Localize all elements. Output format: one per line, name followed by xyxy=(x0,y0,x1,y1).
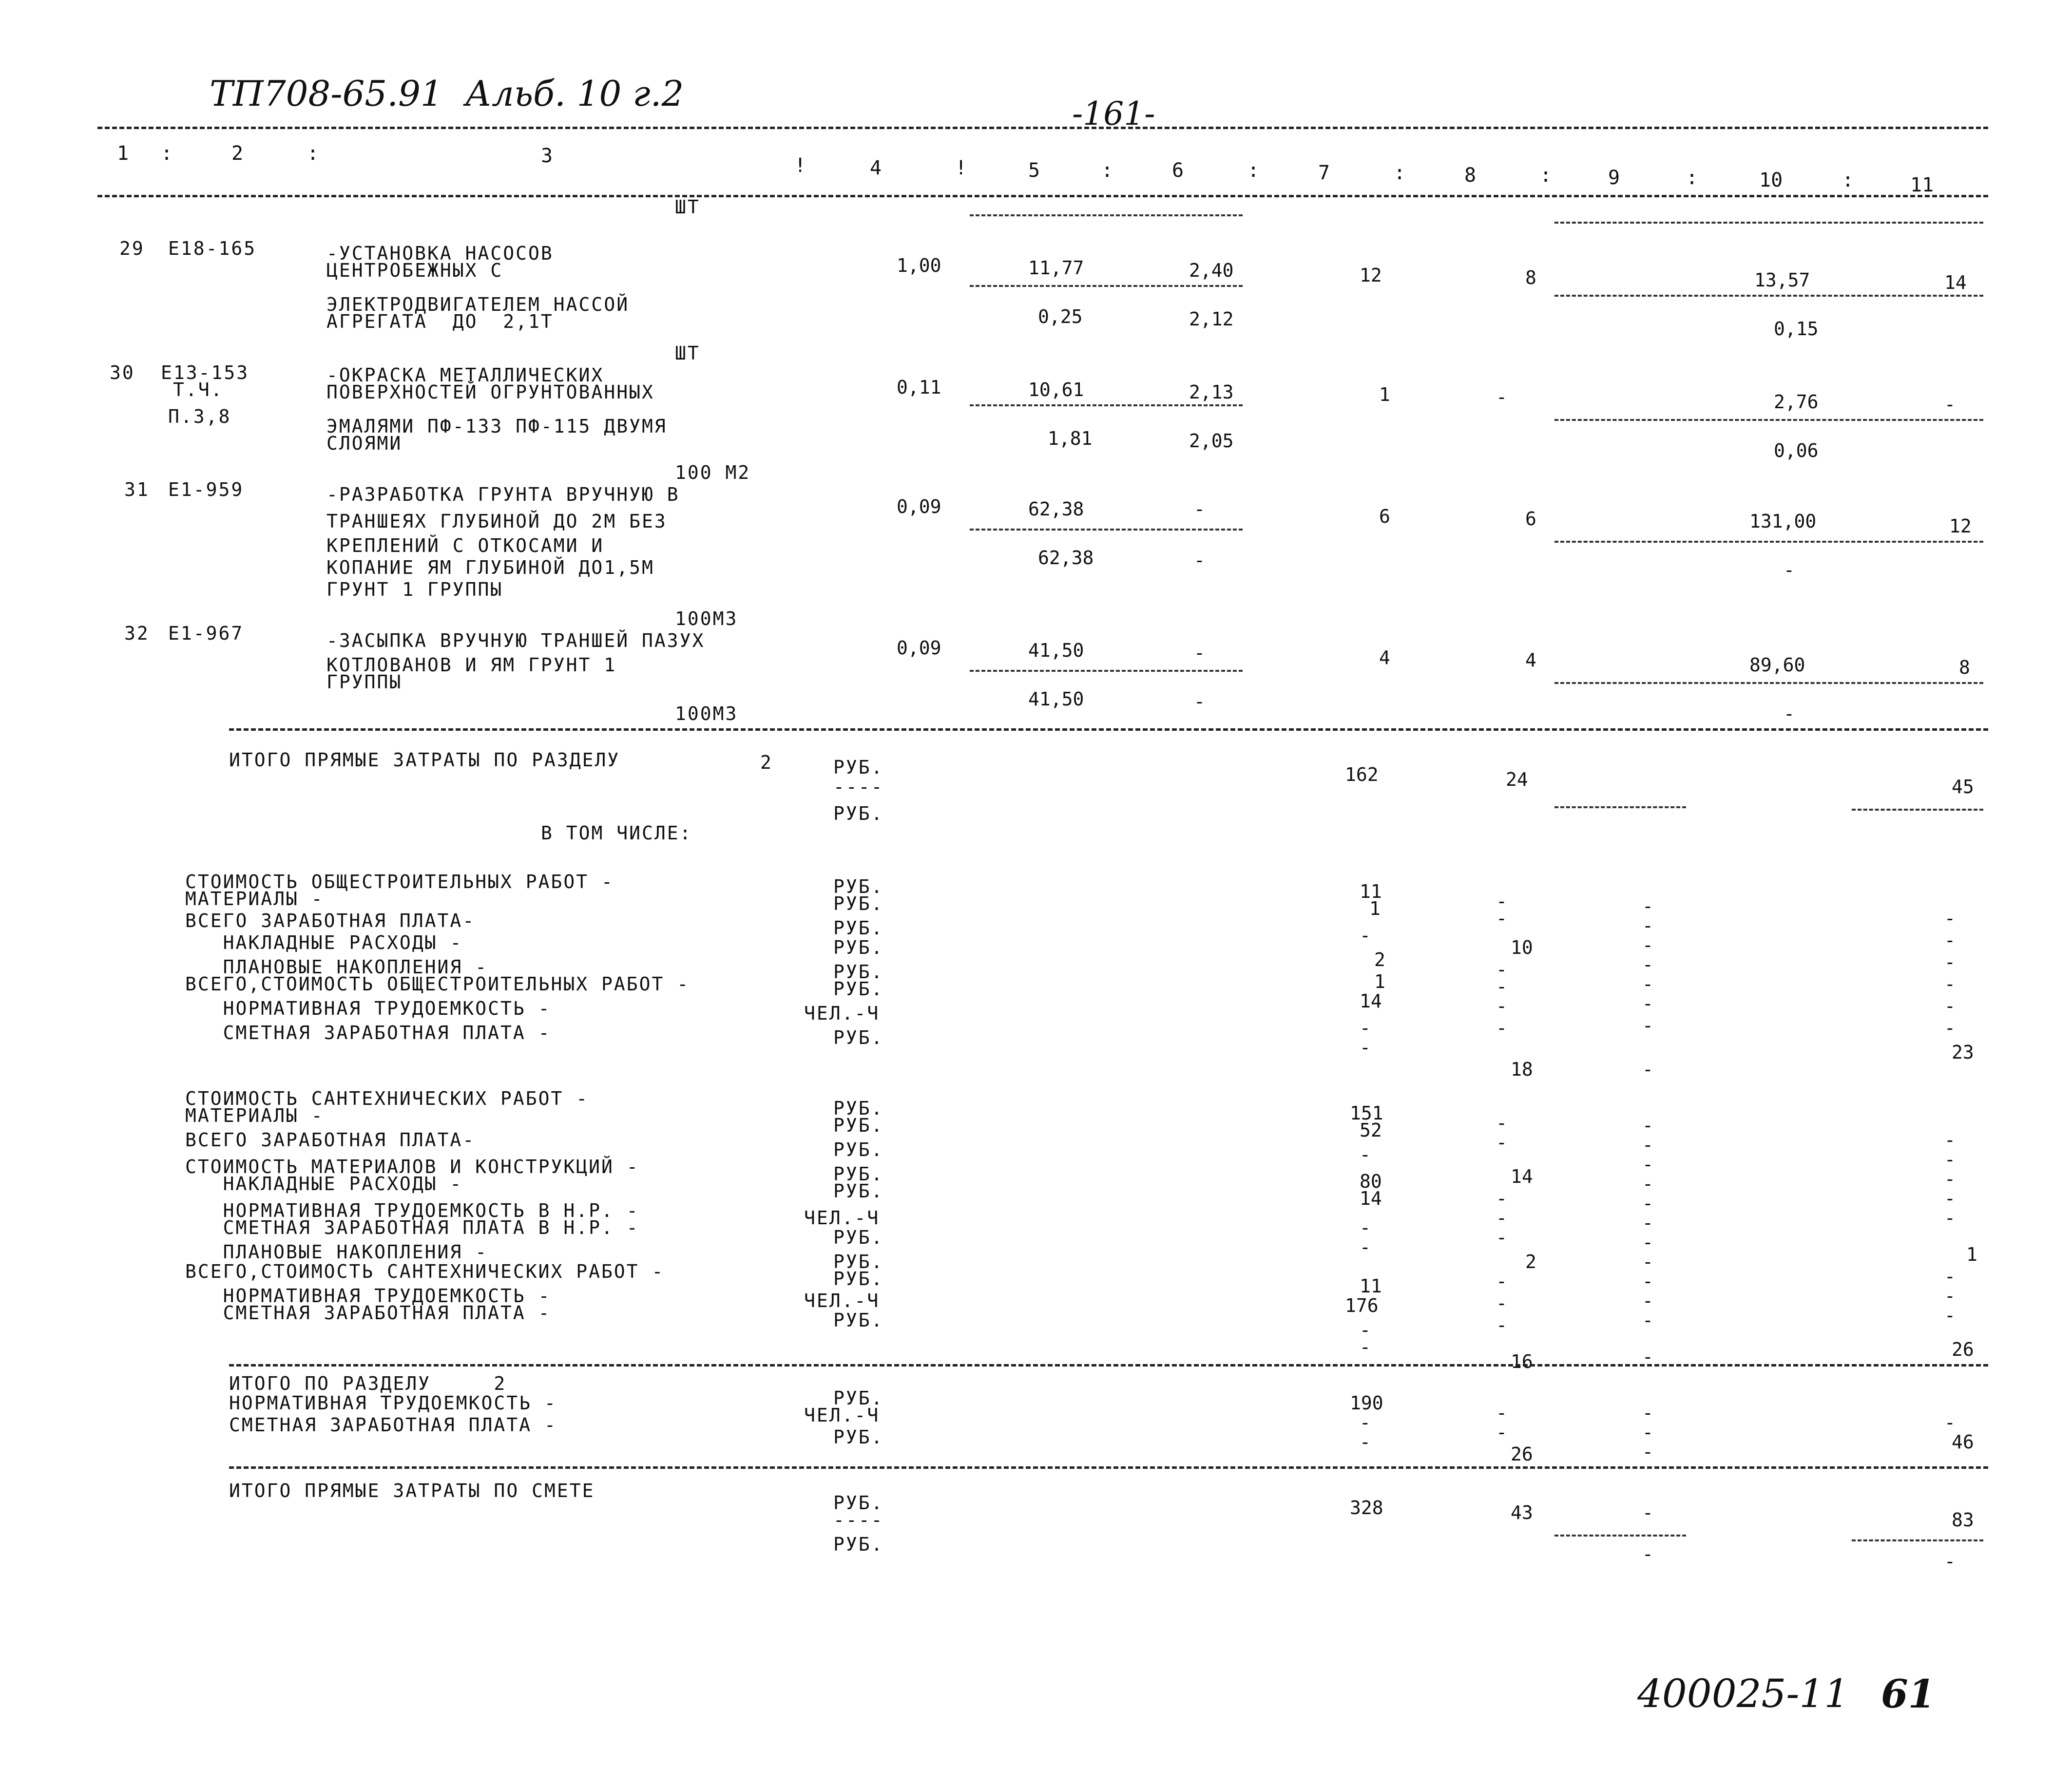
cell-col5: 10,61 xyxy=(1028,379,1084,400)
item-number: 30 xyxy=(110,362,135,383)
item-desc-line: ГРУНТ 1 ГРУППЫ xyxy=(326,579,503,600)
unit-label: ---- xyxy=(833,1509,884,1531)
cell-rule xyxy=(1852,1539,1983,1541)
cell-col9: - xyxy=(1642,1134,1653,1156)
col-header-3: 3 xyxy=(541,145,553,167)
cell-col9: - xyxy=(1642,1232,1653,1253)
cell-col8: - xyxy=(1496,1314,1507,1336)
col-header-6: 6 xyxy=(1172,159,1184,182)
cell-col8: 16 xyxy=(1511,1351,1533,1372)
cell-col9: - xyxy=(1642,993,1653,1014)
cell-col5-sub: 62,38 xyxy=(1038,547,1094,569)
item-number: 29 xyxy=(119,238,145,259)
cell-col7: 12 xyxy=(1360,265,1382,286)
item-desc-line: ГРУППЫ xyxy=(326,671,403,693)
unit-label: ЧЕЛ.-Ч xyxy=(804,1290,880,1311)
cell-rule xyxy=(1554,541,1983,543)
cell-col10-sub: - xyxy=(1784,703,1795,724)
unit-label: РУБ. xyxy=(833,1180,884,1202)
cell-col9: - xyxy=(1642,1115,1653,1136)
cost-label: ИТОГО ПО РАЗДЕЛУ 2 xyxy=(229,1373,507,1394)
cell-col9: - xyxy=(1642,1543,1653,1565)
cell-col9: - xyxy=(1642,1271,1653,1292)
item-desc-line: ЭМАЛЯМИ ПФ-133 ПФ-115 ДВУМЯ xyxy=(326,416,667,437)
cost-label: МАТЕРИАЛЫ - xyxy=(185,1105,324,1126)
cell-col10-sub: 0,15 xyxy=(1774,318,1819,340)
cell-col8: - xyxy=(1496,891,1507,912)
cost-label: СТОИМОСТЬ САНТЕХНИЧЕСКИХ РАБОТ - xyxy=(185,1088,589,1109)
cell-col7: 151 xyxy=(1350,1102,1383,1124)
cell-col11: 1 xyxy=(1966,1244,1977,1265)
cell-col11: - xyxy=(1944,930,1956,951)
cell-col7: - xyxy=(1360,1336,1371,1358)
cell-col8: 4 xyxy=(1525,649,1536,671)
col-sep: : xyxy=(1101,159,1113,182)
cell-col9: - xyxy=(1642,1346,1653,1367)
cell-col8: 26 xyxy=(1511,1443,1533,1465)
col-header-4: 4 xyxy=(870,157,882,179)
cost-label: НОРМАТИВНАЯ ТРУДОЕМКОСТЬ - xyxy=(229,1392,557,1414)
cell-col11: - xyxy=(1944,908,1956,929)
cell-col8: - xyxy=(1496,1271,1507,1292)
cell-col9: - xyxy=(1642,934,1653,956)
cost-label: НОРМАТИВНАЯ ТРУДОЕМКОСТЬ - xyxy=(185,998,551,1019)
col-header-10: 10 xyxy=(1759,169,1783,191)
cell-col7: 328 xyxy=(1350,1497,1383,1518)
cell-col10-sub: 0,06 xyxy=(1774,440,1819,461)
cell-rule xyxy=(1554,1535,1686,1537)
cost-label: НОРМАТИВНАЯ ТРУДОЕМКОСТЬ - xyxy=(185,1285,551,1307)
cell-col9: - xyxy=(1642,1173,1653,1195)
col-sep: : xyxy=(1540,164,1552,187)
cell-col7: 1 xyxy=(1379,384,1390,405)
item-desc-line: КОПАНИЕ ЯМ ГЛУБИНОЙ ДО1,5М xyxy=(326,557,654,578)
col-header-2: 2 xyxy=(231,142,244,165)
cell-col11: - xyxy=(1944,394,1956,415)
cell-col6-sub: 2,05 xyxy=(1189,430,1234,452)
unit-label: РУБ. xyxy=(833,978,884,1000)
unit-label: ЧЕЛ.-Ч xyxy=(804,1404,880,1426)
cell-col11: 12 xyxy=(1949,515,1972,537)
cell-col9: - xyxy=(1642,1015,1653,1036)
col-header-7: 7 xyxy=(1318,162,1330,184)
cell-col5-sub: 0,25 xyxy=(1038,306,1083,327)
item-unit: ШТ xyxy=(675,196,700,218)
cell-col8: 2 xyxy=(1525,1251,1536,1272)
cell-col9: - xyxy=(1642,1059,1653,1080)
cell-col9: - xyxy=(1642,973,1653,995)
unit-label: РУБ. xyxy=(833,1027,884,1048)
item-code: Е1-967 xyxy=(168,623,244,644)
cell-col7: 1 xyxy=(1374,971,1385,992)
cell-col8: - xyxy=(1496,1112,1507,1134)
cell-col7: 52 xyxy=(1360,1120,1382,1141)
item-unit: 100М3 xyxy=(675,608,738,629)
cell-col10: 2,76 xyxy=(1774,391,1819,413)
item-code: Е1-959 xyxy=(168,479,244,500)
cost-label: НАКЛАДНЫЕ РАСХОДЫ - xyxy=(185,1173,463,1195)
cell-col7: - xyxy=(1360,925,1371,946)
cell-col7: - xyxy=(1360,1037,1371,1058)
cost-label: МАТЕРИАЛЫ - xyxy=(185,888,324,910)
cost-label: СМЕТНАЯ ЗАРАБОТНАЯ ПЛАТА В Н.Р. - xyxy=(185,1217,639,1238)
item-desc-line: КОТЛОВАНОВ И ЯМ ГРУНТ 1 xyxy=(326,654,617,676)
item-number: 32 xyxy=(124,623,150,644)
col-header-1: 1 xyxy=(117,142,129,165)
total-label: ИТОГО ПРЯМЫЕ ЗАТРАТЫ ПО СМЕТЕ xyxy=(229,1480,595,1501)
cell-col7: 14 xyxy=(1360,1188,1382,1209)
cell-col10: 131,00 xyxy=(1749,511,1817,532)
cell-col9: - xyxy=(1642,1310,1653,1331)
cell-col7: - xyxy=(1360,1144,1371,1165)
cell-col7: - xyxy=(1360,1017,1371,1039)
col-sep: : xyxy=(161,142,173,165)
header-rule-top xyxy=(97,127,1988,129)
item-unit: 100М3 xyxy=(675,703,738,724)
item-desc-line: СЛОЯМИ xyxy=(326,433,403,454)
item-code: Е18-165 xyxy=(168,238,257,259)
cell-col8: - xyxy=(1496,1188,1507,1209)
cell-col7: - xyxy=(1360,1236,1371,1258)
cell-col8: - xyxy=(1496,1402,1507,1423)
cell-col8: - xyxy=(1496,1207,1507,1229)
item-code-line: Т.Ч. xyxy=(173,379,224,400)
cell-col11: - xyxy=(1944,1188,1956,1209)
cell-col11: - xyxy=(1944,1168,1956,1190)
cell-col9: - xyxy=(1642,1441,1653,1462)
cell-col8: - xyxy=(1496,1292,1507,1314)
cell-rule xyxy=(970,529,1243,531)
cell-rule xyxy=(970,404,1243,406)
item-desc-line: АГРЕГАТА ДО 2,1Т xyxy=(326,311,554,332)
unit-label: РУБ. xyxy=(833,803,884,824)
cell-col9: - xyxy=(1642,1290,1653,1311)
cell-rule xyxy=(1554,806,1686,808)
cell-col11: 26 xyxy=(1952,1339,1974,1360)
cell-col11: - xyxy=(1944,1149,1956,1170)
unit-label: РУБ. xyxy=(833,893,884,914)
cell-col8: - xyxy=(1496,995,1507,1017)
unit-label: РУБ. xyxy=(833,937,884,958)
unit-label: РУБ. xyxy=(833,1251,884,1272)
cell-col7: - xyxy=(1360,1217,1371,1238)
cell-col8: - xyxy=(1496,1422,1507,1443)
unit-label: РУБ. xyxy=(833,1310,884,1331)
cost-label: ПЛАНОВЫЕ НАКОПЛЕНИЯ - xyxy=(185,956,488,978)
cell-col7: 162 xyxy=(1345,764,1379,785)
col-sep: : xyxy=(1842,169,1854,191)
cell-col9: - xyxy=(1642,1212,1653,1234)
unit-label: РУБ. xyxy=(833,1227,884,1248)
archive-code: 400025-11 xyxy=(1637,1671,1849,1716)
cell-col7: 11 xyxy=(1360,881,1382,902)
cell-col10: 89,60 xyxy=(1749,654,1805,676)
cell-col11: - xyxy=(1944,1266,1956,1287)
item-desc-line: -РАЗРАБОТКА ГРУНТА ВРУЧНУЮ В xyxy=(326,484,680,505)
including-heading: В ТОМ ЧИСЛЕ: xyxy=(541,822,692,844)
cell-col8: - xyxy=(1496,1017,1507,1039)
cost-label: НОРМАТИВНАЯ ТРУДОЕМКОСТЬ В Н.Р. - xyxy=(185,1200,639,1221)
item-quantity: 0,11 xyxy=(897,377,941,398)
cell-col8: - xyxy=(1496,976,1507,997)
unit-label: РУБ. xyxy=(833,876,884,897)
header-rule-bottom xyxy=(97,195,1988,197)
cell-col7: 4 xyxy=(1379,647,1390,668)
unit-label: РУБ. xyxy=(833,961,884,983)
cell-col11: 14 xyxy=(1944,272,1967,293)
item-desc-line: -ЗАСЫПКА ВРУЧНУЮ ТРАНШЕЙ ПАЗУХ xyxy=(326,630,705,651)
cell-col7: 190 xyxy=(1350,1392,1383,1414)
unit-label: РУБ. xyxy=(833,1387,884,1409)
col-header-11: 11 xyxy=(1910,174,1934,196)
unit-label: РУБ. xyxy=(833,1492,884,1514)
cell-col11: - xyxy=(1944,1207,1956,1229)
item-desc-line: ЭЛЕКТРОДВИГАТЕЛЕМ НАССОЙ xyxy=(326,294,630,315)
col-sep: : xyxy=(1247,159,1260,182)
item-quantity: 0,09 xyxy=(897,496,941,517)
cell-col8: 18 xyxy=(1511,1059,1533,1080)
cell-col6-sub: 2,12 xyxy=(1189,308,1234,330)
col-sep: ! xyxy=(955,157,967,179)
unit-label: РУБ. xyxy=(833,1163,884,1185)
cell-col11: 83 xyxy=(1952,1509,1974,1531)
cell-col8: 10 xyxy=(1511,937,1533,958)
cost-label: СМЕТНАЯ ЗАРАБОТНАЯ ПЛАТА - xyxy=(185,1302,551,1324)
item-desc-line: КРЕПЛЕНИЙ С ОТКОСАМИ И xyxy=(326,535,604,556)
cell-col10-sub: - xyxy=(1784,559,1795,581)
item-code-line: П.3,8 xyxy=(168,406,231,427)
unit-label: ЧЕЛ.-Ч xyxy=(804,1207,880,1229)
cell-col11: 45 xyxy=(1952,776,1974,797)
col-sep: ! xyxy=(794,154,806,177)
cell-col11: 46 xyxy=(1952,1431,1974,1453)
cell-col11: - xyxy=(1944,1305,1956,1326)
cell-col11: - xyxy=(1944,1285,1956,1307)
cell-col9: - xyxy=(1642,1193,1653,1214)
cell-col5: 11,77 xyxy=(1028,257,1084,279)
item-desc-line: -УСТАНОВКА НАСОСОВ xyxy=(326,243,554,264)
unit-label: РУБ. xyxy=(833,1534,884,1555)
cell-col7: 6 xyxy=(1379,506,1390,527)
unit-label: РУБ. xyxy=(833,1115,884,1136)
cost-label: ВСЕГО,СТОИМОСТЬ ОБЩЕСТРОИТЕЛЬНЫХ РАБОТ - xyxy=(185,973,690,995)
cell-col11: 23 xyxy=(1952,1042,1974,1063)
cell-col9: - xyxy=(1642,1251,1653,1272)
cell-col11: - xyxy=(1944,1412,1956,1433)
unit-label: РУБ. xyxy=(833,917,884,939)
item-quantity: 0,09 xyxy=(897,637,941,659)
cell-col6-sub: - xyxy=(1194,550,1205,571)
cell-rule xyxy=(970,670,1243,672)
page-number: -161- xyxy=(1072,95,1155,133)
cell-col7: 11 xyxy=(1360,1275,1382,1297)
cell-col9: - xyxy=(1642,1502,1653,1523)
cell-col9: - xyxy=(1642,915,1653,936)
cell-col8: - xyxy=(1496,1132,1507,1153)
archive-page: 61 xyxy=(1881,1671,1936,1717)
cost-label: СТОИМОСТЬ ОБЩЕСТРОИТЕЛЬНЫХ РАБОТ - xyxy=(185,871,614,892)
cell-col11: - xyxy=(1944,1551,1956,1572)
section-rule xyxy=(229,1364,1988,1366)
cell-col7: 80 xyxy=(1360,1171,1382,1192)
document-code: ТП708-65.91 Альб. 10 г.2 xyxy=(210,73,684,114)
cell-col9: - xyxy=(1642,1402,1653,1423)
unit-label: РУБ. xyxy=(833,1098,884,1119)
col-sep: : xyxy=(307,142,319,165)
cell-col6: - xyxy=(1194,498,1205,520)
cell-col7: 2 xyxy=(1374,949,1385,970)
cell-col7: 14 xyxy=(1360,990,1382,1012)
cell-rule xyxy=(1554,419,1983,421)
cost-label: ВСЕГО ЗАРАБОТНАЯ ПЛАТА- xyxy=(185,910,476,931)
cell-col11: - xyxy=(1944,1017,1956,1039)
item-desc-line: ТРАНШЕЯХ ГЛУБИНОЙ ДО 2М БЕЗ xyxy=(326,511,667,532)
cost-label: НАКЛАДНЫЕ РАСХОДЫ - xyxy=(185,932,463,953)
section-rule xyxy=(229,1466,1988,1469)
cell-col11: - xyxy=(1944,1129,1956,1151)
cell-col5: 41,50 xyxy=(1028,640,1084,661)
item-desc-line: -ОКРАСКА МЕТАЛЛИЧЕСКИХ xyxy=(326,364,604,386)
item-desc-line: ЦЕНТРОБЕЖНЫХ С xyxy=(326,260,503,281)
cell-rule xyxy=(1554,222,1983,224)
unit-label: ---- xyxy=(833,776,884,797)
cell-col11: - xyxy=(1944,995,1956,1017)
cell-col5: 62,38 xyxy=(1028,498,1084,520)
cell-col7: - xyxy=(1360,1412,1371,1433)
cell-col10: 13,57 xyxy=(1754,269,1810,291)
col-sep: : xyxy=(1686,167,1698,189)
cell-col8: 8 xyxy=(1525,267,1536,288)
cell-col8: 43 xyxy=(1511,1502,1533,1523)
cell-rule xyxy=(970,285,1243,287)
cost-label: СМЕТНАЯ ЗАРАБОТНАЯ ПЛАТА - xyxy=(185,1022,551,1044)
unit-label: РУБ. xyxy=(833,1268,884,1290)
cell-col8: 24 xyxy=(1506,769,1528,790)
cost-label: ПЛАНОВЫЕ НАКОПЛЕНИЯ - xyxy=(185,1241,488,1263)
cell-col7: - xyxy=(1360,1319,1371,1341)
cell-col9: - xyxy=(1642,895,1653,917)
cell-rule xyxy=(1554,682,1983,684)
cost-label: ВСЕГО ЗАРАБОТНАЯ ПЛАТА- xyxy=(185,1129,476,1151)
cell-col6-sub: - xyxy=(1194,691,1205,712)
item-unit: 100 М2 xyxy=(675,462,751,483)
cell-rule xyxy=(1852,809,1983,811)
cell-col7: 1 xyxy=(1369,898,1381,919)
item-desc-line: ПОВЕРХНОСТЕЙ ОГРУНТОВАННЫХ xyxy=(326,381,654,403)
cell-col6: - xyxy=(1194,642,1205,664)
item-code: Е13-153 xyxy=(161,362,249,383)
cell-col9: - xyxy=(1642,1154,1653,1175)
cell-col8: 6 xyxy=(1525,508,1536,530)
cell-col8: - xyxy=(1496,386,1507,408)
cell-col7: 176 xyxy=(1345,1295,1379,1316)
section-rule xyxy=(229,728,1988,731)
cell-col5-sub: 1,81 xyxy=(1048,428,1093,449)
unit-label: РУБ. xyxy=(833,1139,884,1160)
cell-col8: 14 xyxy=(1511,1166,1533,1187)
item-quantity: 1,00 xyxy=(897,255,941,276)
cell-col9: - xyxy=(1642,954,1653,975)
cell-col11: - xyxy=(1944,951,1956,973)
cell-col9: - xyxy=(1642,1422,1653,1443)
cell-col5-sub: 41,50 xyxy=(1028,688,1084,710)
item-unit: ШТ xyxy=(675,342,700,364)
item-number: 31 xyxy=(124,479,150,500)
cell-col11: 8 xyxy=(1959,657,1970,678)
cell-col7: - xyxy=(1360,1431,1371,1453)
unit-label: ЧЕЛ.-Ч xyxy=(804,1003,880,1024)
unit-label: РУБ. xyxy=(833,757,884,778)
cell-col8: - xyxy=(1496,1227,1507,1248)
unit-label: РУБ. xyxy=(833,1426,884,1448)
col-header-8: 8 xyxy=(1464,164,1477,187)
cell-rule xyxy=(970,214,1243,216)
total-label: ИТОГО ПРЯМЫЕ ЗАТРАТЫ ПО РАЗДЕЛУ xyxy=(229,749,620,771)
col-header-5: 5 xyxy=(1028,159,1040,182)
col-sep: : xyxy=(1394,162,1406,184)
cost-label: СМЕТНАЯ ЗАРАБОТНАЯ ПЛАТА - xyxy=(229,1414,557,1436)
total-section-num: 2 xyxy=(760,752,773,773)
cell-col11: - xyxy=(1944,973,1956,995)
cell-col8: - xyxy=(1496,908,1507,929)
cell-col6: 2,40 xyxy=(1189,260,1234,281)
cell-rule xyxy=(1554,295,1983,297)
cell-col8: - xyxy=(1496,959,1507,980)
cost-label: СТОИМОСТЬ МАТЕРИАЛОВ И КОНСТРУКЦИЙ - xyxy=(185,1156,639,1177)
cell-col6: 2,13 xyxy=(1189,381,1234,403)
col-header-9: 9 xyxy=(1608,167,1620,189)
cost-label: ВСЕГО,СТОИМОСТЬ САНТЕХНИЧЕСКИХ РАБОТ - xyxy=(185,1261,665,1282)
